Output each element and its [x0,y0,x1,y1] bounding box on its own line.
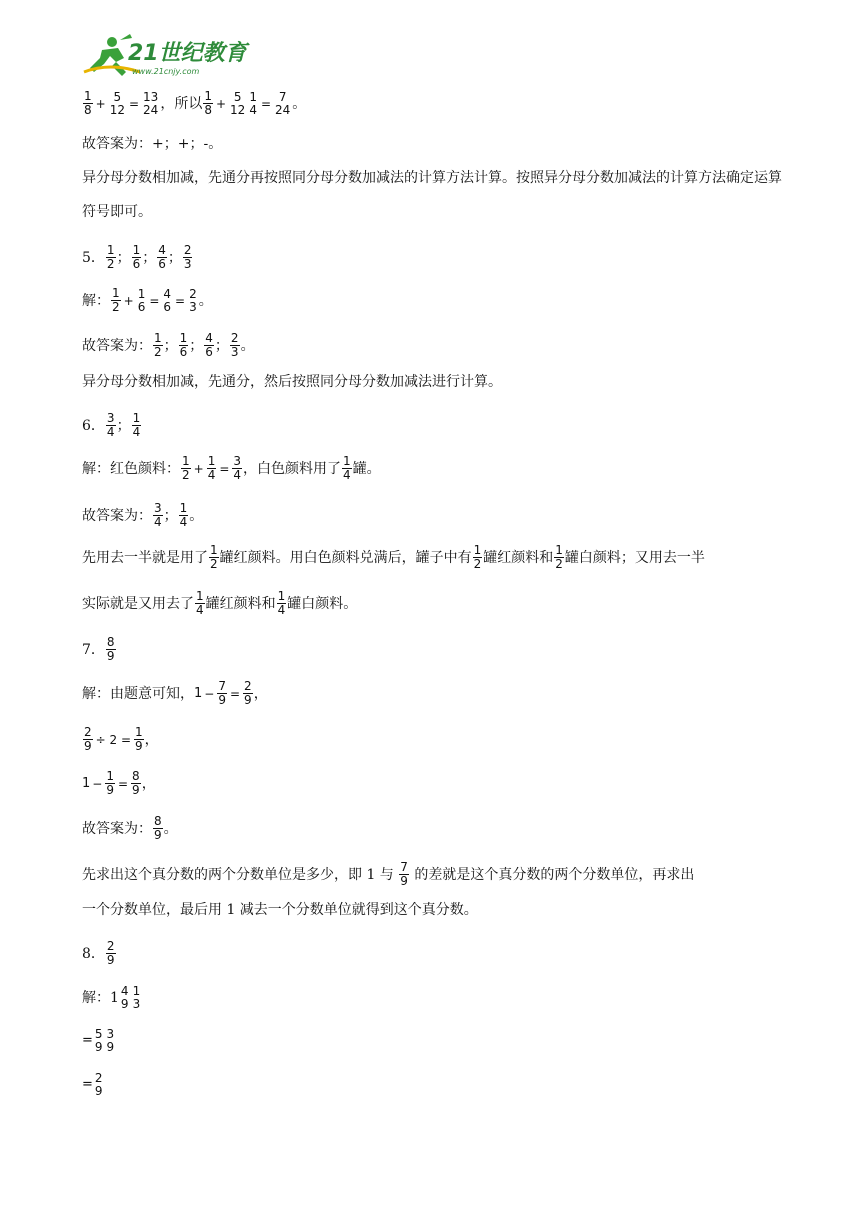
logo [80,32,250,78]
question-7-answer: 故答案为： $\frac{8}{9}$ 。 [82,814,178,842]
question-7-step-3: 1 − $\frac{1}{9}$ = $\frac{8}{9}$ ， [82,769,156,797]
question-8-step-3: = 2 9 [82,1071,103,1098]
question-8-solution: 解：1 4 9 1 3 [82,984,141,1011]
fraction: $\frac{1}{8}$ [84,89,92,117]
question-6-header: 6． $\frac{3}{4}$ ； $\frac{1}{4}$ [82,411,141,439]
fraction: 5 12 [109,89,125,117]
fraction: 13 24 [143,89,159,117]
answer-line: 故答案为：+；+；-。 [82,136,223,152]
logo-url: www.21cnjy.com [132,67,200,76]
equation-line-1: $\frac{1}{8}$ + 5 12 = 13 24 ，所以 $\frac{1}{8}$ + 5 12 1 4 = 7 24 。 [84,89,307,117]
fraction: $\frac{1}{8}$ [204,89,212,117]
question-6-explanation-1: 先用去一半就是用了 $\frac{1}{2}$ 罐红颜料。用白色颜料兑满后，罐子中有 $\frac{1}{2}$ 罐红颜料和 $\frac{1}{2}$ 罐白颜料；又用去一半 [82,543,705,571]
fraction: 7 24 [275,89,291,117]
question-7-step-2: $\frac{2}{9}$ ÷ 2 = $\frac{1}{9}$ ， [84,725,159,753]
logo-text: 21世纪教育 [128,41,247,66]
question-6-explanation-2: 实际就是又用去了 $\frac{1}{4}$ 罐红颜料和 $\frac{1}{4}$ 罐白颜料。 [82,589,358,617]
question-7-explanation-1: 先求出这个真分数的两个分数单位是多少，即 1 与 $\frac{7}{9}$ 的差就是这个真分数的两个分数单位，再求出 [82,860,695,888]
question-7-solution: 解：由题意可知， 1 − $\frac{7}{9}$ = $\frac{2}{9}$ ， [82,679,268,707]
question-5-explanation: 异分母分数相加减，先通分，然后按照同分母分数加减法进行计算。 [82,374,502,390]
question-7-header: 7． $\frac{8}{9}$ [82,635,115,663]
question-6-solution: 解：红色颜料： $\frac{1}{2}$ + $\frac{1}{4}$ = $\frac{3}{4}$ ，白色颜料用了 $\frac{1}{4}$ 罐。 [82,454,381,482]
question-8-step-2: = 5 9 3 9 [82,1027,115,1054]
fraction: 5 12 [230,89,246,117]
question-8-header: 8． $\frac{2}{9}$ [82,939,115,967]
question-5-solution: 解： $\frac{1}{2}$ + 1 6 = 4 6 = 2 3 。 [82,286,213,314]
fraction: 1 4 [249,89,257,117]
question-6-answer: 故答案为： $\frac{3}{4}$ ； $\frac{1}{4}$ 。 [82,501,204,529]
question-5-header: 5． $\frac{1}{2}$ ； $\frac{1}{6}$ ； $\frac{4}{6}$ ； $\frac{2}{3}$ [82,243,192,271]
explanation-paragraph: 异分母分数相加减，先通分再按照同分母分数加减法的计算方法计算。按照异分母分数加减法的计算方法确定运算符号即可。 [82,170,782,220]
question-5-answer: 故答案为： $\frac{1}{2}$ ； $\frac{1}{6}$ ； $\frac{4}{6}$ ； $\frac{2}{3}$ 。 [82,331,255,359]
question-7-explanation-2: 一个分数单位，最后用 1 减去一个分数单位就得到这个真分数。 [82,902,478,918]
